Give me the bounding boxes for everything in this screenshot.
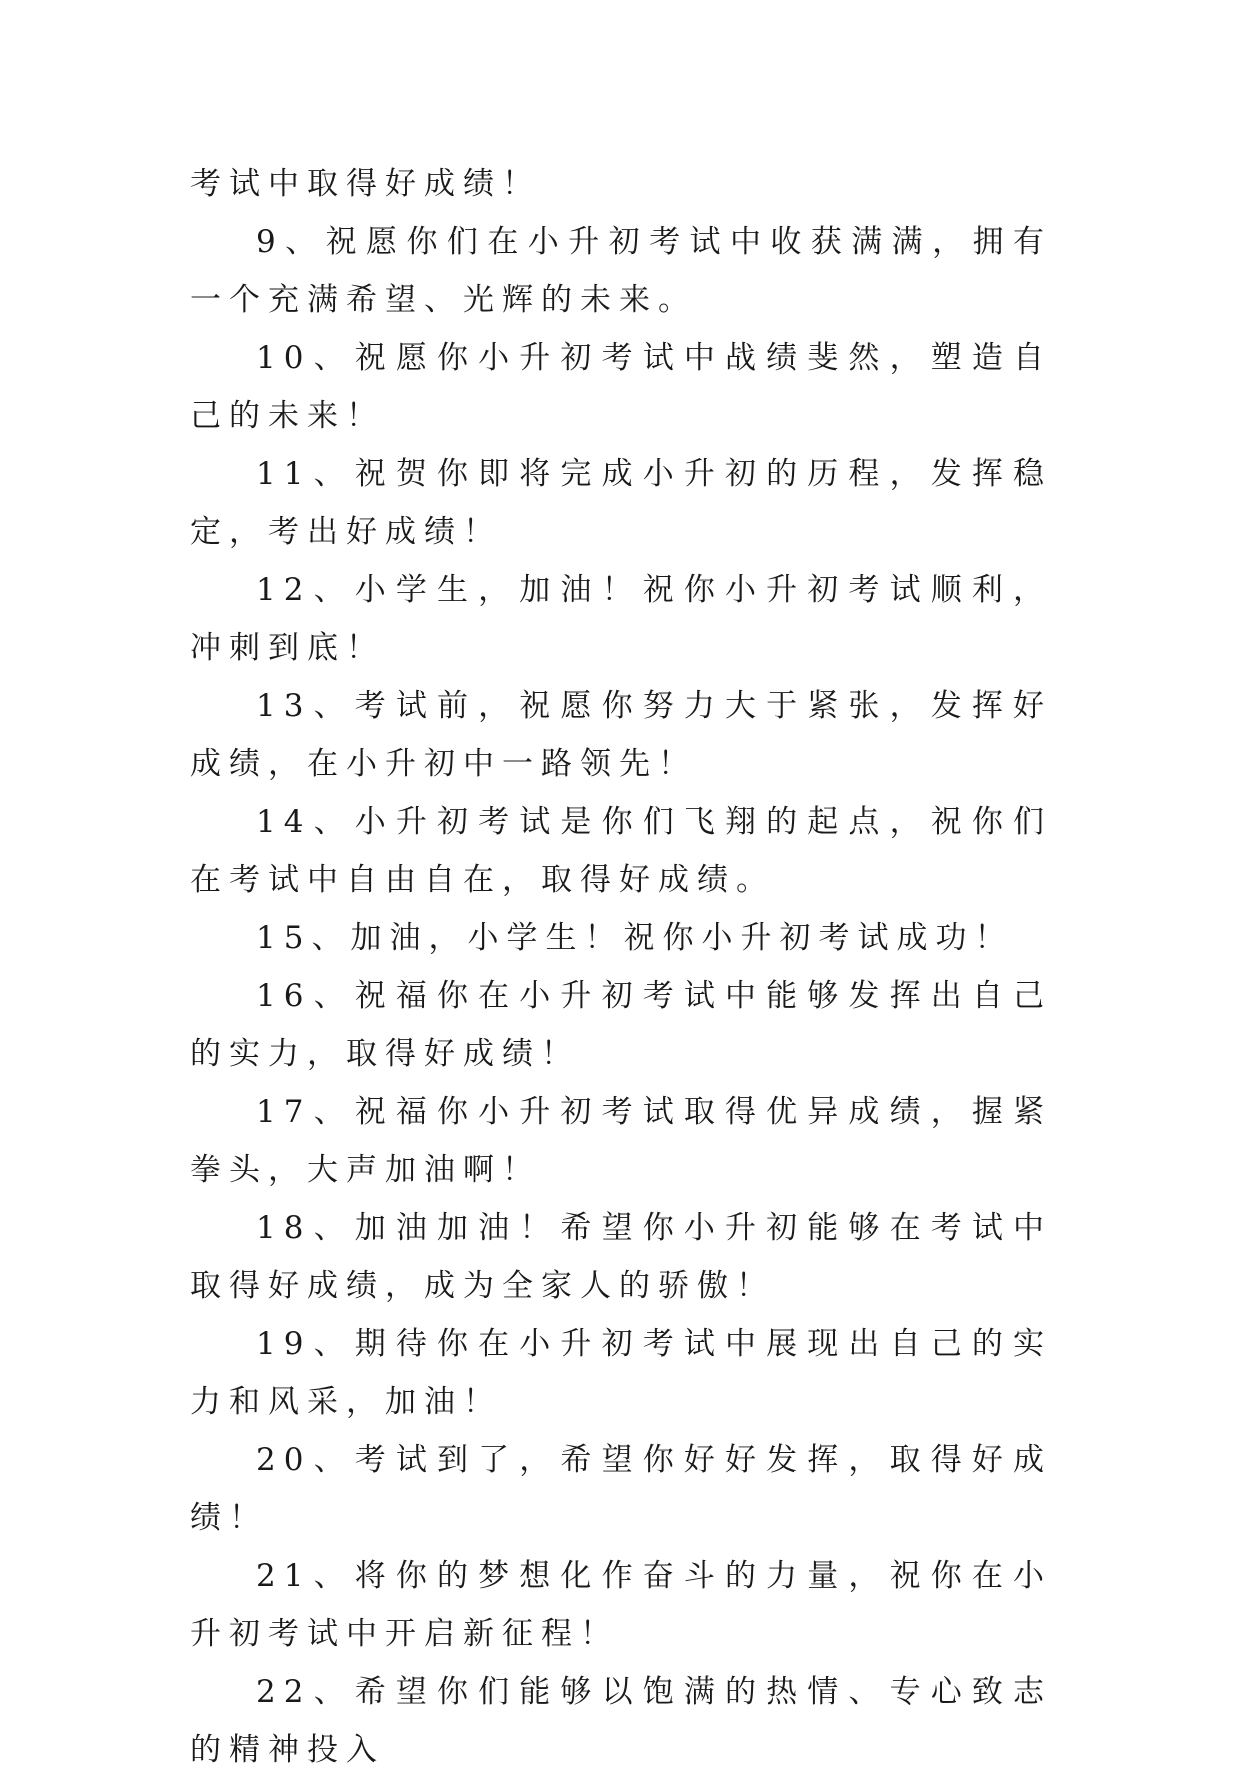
wish-item-16: 16、祝福你在小升初考试中能够发挥出自己的实力，取得好成绩！ [190,978,1052,1072]
wish-item-17: 17、祝福你小升初考试取得优异成绩，握紧拳头，大声加油啊！ [190,1094,1052,1188]
wish-item-20: 20、考试到了，希望你好好发挥，取得好成绩！ [190,1442,1052,1536]
paragraph-continuation: 考试中取得好成绩！ [190,166,541,202]
wish-item-10: 10、祝愿你小升初考试中战绩斐然，塑造自己的未来！ [190,340,1052,434]
wish-item-11: 11、祝贺你即将完成小升初的历程，发挥稳定，考出好成绩！ [190,456,1052,550]
wish-item-14: 14、小升初考试是你们飞翔的起点，祝你们在考试中自由自在，取得好成绩。 [190,804,1052,898]
wish-item-22: 22、希望你们能够以饱满的热情、专心致志的精神投入 [190,1674,1052,1768]
wish-item-13: 13、考试前，祝愿你努力大于紧张，发挥好成绩，在小升初中一路领先！ [190,688,1052,782]
wish-item-9: 9、祝愿你们在小升初考试中收获满满，拥有一个充满希望、光辉的未来。 [190,224,1052,318]
wish-item-18: 18、加油加油！希望你小升初能够在考试中取得好成绩，成为全家人的骄傲！ [190,1210,1052,1304]
wish-item-21: 21、将你的梦想化作奋斗的力量，祝你在小升初考试中开启新征程！ [190,1558,1052,1652]
wish-item-15: 15、加油，小学生！祝你小升初考试成功！ [256,920,1014,956]
wish-item-19: 19、期待你在小升初考试中展现出自己的实力和风采，加油！ [190,1326,1052,1420]
wish-item-12: 12、小学生，加油！祝你小升初考试顺利，冲刺到底！ [190,572,1052,666]
document-body [190,155,1052,1779]
